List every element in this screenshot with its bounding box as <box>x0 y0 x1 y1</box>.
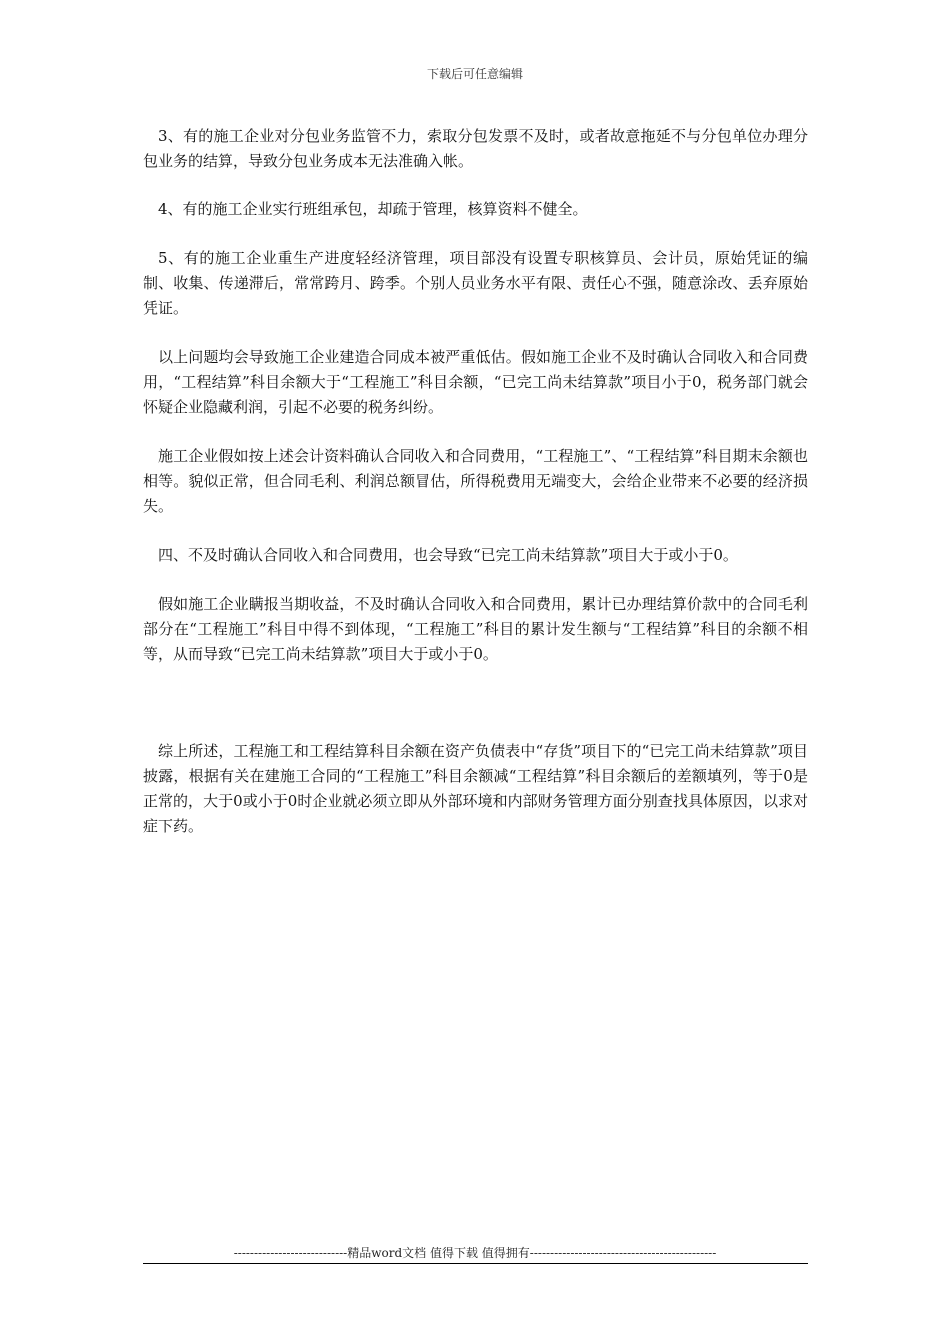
paragraph-item-3: 3、有的施工企业对分包业务监管不力，索取分包发票不及时，或者故意拖延不与分包单位办理分包业务的结算，导致分包业务成本无法准确入帐。 <box>143 127 808 170</box>
page-header: 下载后可任意编辑 <box>426 67 523 81</box>
paragraph-underestimation: 以上问题均会导致施工企业建造合同成本被严重低估。假如施工企业不及时确认合同收入和合同费用，“工程结算”科目余额大于“工程施工”科目余额，“已完工尚未结算款”项目小于0，税务部门就会怀疑企业隐藏利润，引起不必要的税务纠纷。 <box>143 348 808 416</box>
page-footer: ----------------------------精品word文档 值得下载 值得拥有---------------------------------------------- <box>233 1246 717 1260</box>
paragraph-overestimation: 施工企业假如按上述会计资料确认合同收入和合同费用，“工程施工”、“工程结算”科目期末余额也相等。貌似正常，但合同毛利、利润总额冒估，所得税费用无端变大，会给企业带来不必要的经济损失。 <box>143 447 808 515</box>
paragraph-section-four: 四、不及时确认合同收入和合同费用，也会导致“已完工尚未结算款”项目大于或小于0。 <box>158 546 738 564</box>
paragraph-item-5: 5、有的施工企业重生产进度轻经济管理，项目部没有设置专职核算员、会计员，原始凭证的编制、收集、传递滞后，常常跨月、跨季。个别人员业务水平有限、责任心不强，随意涂改、丢弃原始凭证。 <box>143 249 808 317</box>
document-body <box>143 124 808 863</box>
paragraph-item-4: 4、有的施工企业实行班组承包，却疏于管理，核算资料不健全。 <box>158 200 588 218</box>
footer-rule <box>143 1263 808 1264</box>
paragraph-conclusion: 综上所述，工程施工和工程结算科目余额在资产负债表中“存货”项目下的“已完工尚未结算款”项目披露，根据有关在建施工合同的“工程施工”科目余额减“工程结算”科目余额后的差额填列，等于0是正常的，大于0或小于0时企业就必须立即从外部环境和内部财务管理方面分别查找具体原因，以求对症下药。 <box>143 742 808 835</box>
paragraph-concealed-income: 假如施工企业瞒报当期收益，不及时确认合同收入和合同费用，累计已办理结算价款中的合同毛利部分在“工程施工”科目中得不到体现，“工程施工”科目的累计发生额与“工程结算”科目的余额不相等，从而导致“已完工尚未结算款”项目大于或小于0。 <box>143 595 808 663</box>
